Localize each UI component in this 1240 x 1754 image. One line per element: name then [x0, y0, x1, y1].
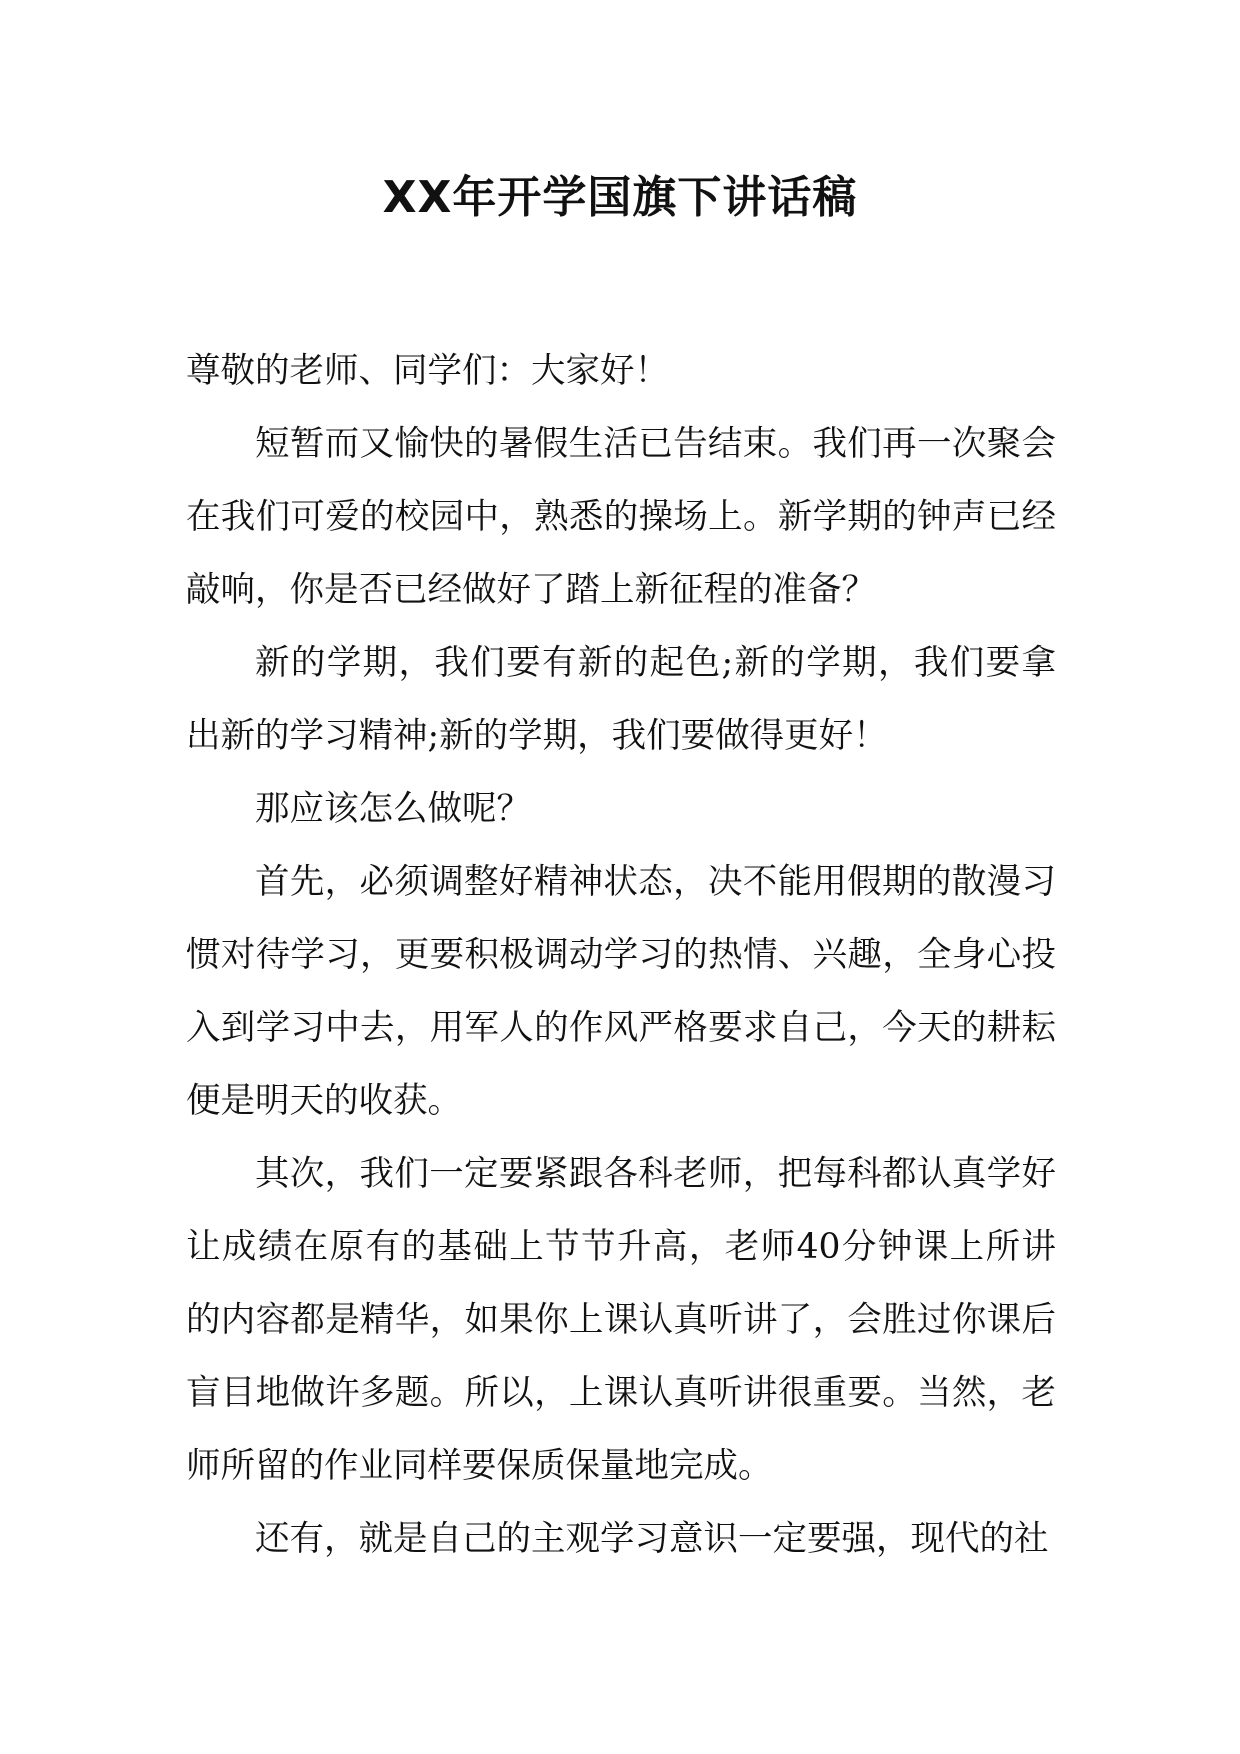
- salutation-paragraph: 尊敬的老师、同学们：大家好！: [186, 351, 669, 391]
- document-title: XX年开学国旗下讲话稿: [382, 172, 858, 223]
- paragraph: 那应该怎么做呢？: [255, 789, 531, 829]
- paragraph: 首先，必须调整好精神状态，决不能用假期的散漫习惯对待学习，更要积极调动学习的热情、兴趣，全身心投入到学习中去，用军人的作风严格要求自己，今天的耕耘便是明天的收获。: [186, 862, 1056, 1121]
- paragraph: 还有，就是自己的主观学习意识一定要强，现代的社: [255, 1519, 1049, 1559]
- paragraph: 短暂而又愉快的暑假生活已告结束。我们再一次聚会在我们可爱的校园中，熟悉的操场上。新学期的钟声已经敲响，你是否已经做好了踏上新征程的准备？: [186, 424, 1056, 610]
- paragraph: 新的学期，我们要有新的起色;新的学期，我们要拿出新的学习精神;新的学期，我们要做得更好！: [186, 643, 1056, 756]
- document-body: [186, 335, 1056, 1576]
- paragraph: 其次，我们一定要紧跟各科老师，把每科都认真学好让成绩在原有的基础上节节升高，老师40分钟课上所讲的内容都是精华，如果你上课认真听讲了，会胜过你课后盲目地做许多题。所以，上课认真听讲很重要。当然，老师所留的作业同样要保质保量地完成。: [186, 1154, 1056, 1486]
